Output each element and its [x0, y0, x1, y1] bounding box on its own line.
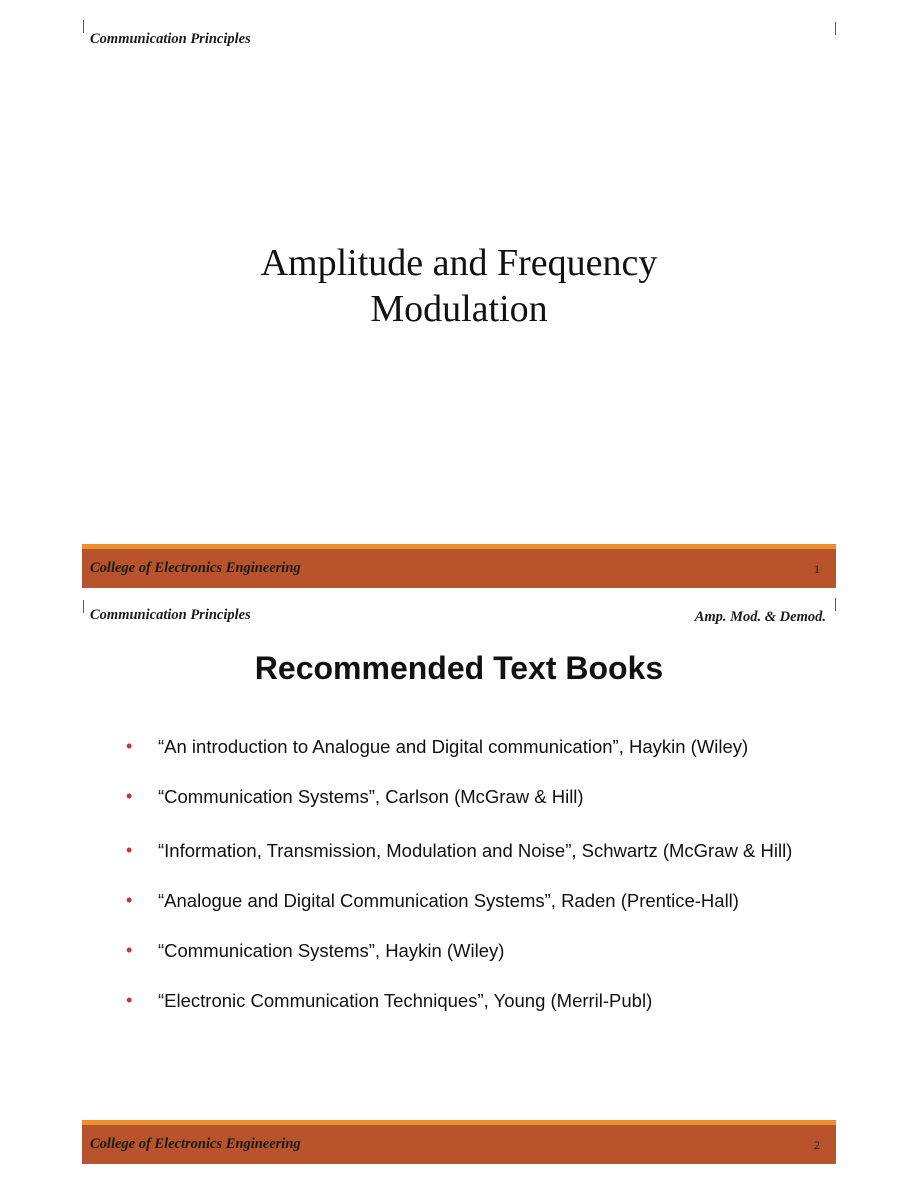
- slide-2: [0, 594, 918, 1188]
- bullet-icon: •: [126, 786, 133, 806]
- slide-heading: Recommended Text Books: [254, 650, 664, 686]
- book-text: “Electronic Communication Techniques”, Young (Merril-Publ): [158, 990, 653, 1011]
- book-list-item: [126, 738, 806, 755]
- slide-corner-mark-left: [83, 600, 84, 613]
- bullet-icon: •: [126, 736, 133, 756]
- book-text: “Communication Systems”, Haykin (Wiley): [158, 940, 505, 961]
- bullet-icon: •: [126, 940, 133, 960]
- book-list-item: [126, 892, 806, 909]
- book-text: “Communication Systems”, Carlson (McGraw & Hill): [158, 786, 584, 807]
- book-list-item: [126, 842, 806, 859]
- book-list-item: [126, 942, 806, 959]
- slide-corner-mark-right: [835, 22, 836, 35]
- book-list-item: [126, 788, 806, 805]
- footer-page-number: 1: [814, 562, 820, 576]
- slide-header-topic: Amp. Mod. & Demod.: [694, 609, 826, 625]
- book-list-item: [126, 992, 806, 1009]
- slide-footer-bar: [82, 1120, 836, 1164]
- slide-header-course: Communication Principles: [90, 607, 251, 623]
- bullet-icon: •: [126, 890, 133, 910]
- slide-corner-mark-left: [83, 20, 84, 33]
- bullet-icon: •: [126, 990, 133, 1010]
- slide-title-line-2: Modulation: [370, 288, 548, 330]
- slide-footer-bar: [82, 544, 836, 588]
- slide-corner-mark-right: [835, 598, 836, 611]
- footer-college-label: College of Electronics Engineering: [90, 560, 301, 576]
- slide-title-line-1: Amplitude and Frequency: [260, 242, 658, 284]
- book-text: “Information, Transmission, Modulation and Noise”, Schwartz (McGraw & Hill): [158, 840, 793, 861]
- footer-page-number: 2: [814, 1138, 820, 1152]
- book-text: “An introduction to Analogue and Digital communication”, Haykin (Wiley): [158, 736, 749, 757]
- book-text: “Analogue and Digital Communication Systems”, Raden (Prentice-Hall): [158, 890, 739, 911]
- slide-title: [0, 240, 918, 332]
- book-list: [126, 738, 806, 1009]
- footer-college-label: College of Electronics Engineering: [90, 1136, 301, 1152]
- slide-header-course: Communication Principles: [90, 31, 251, 47]
- bullet-icon: •: [126, 840, 133, 860]
